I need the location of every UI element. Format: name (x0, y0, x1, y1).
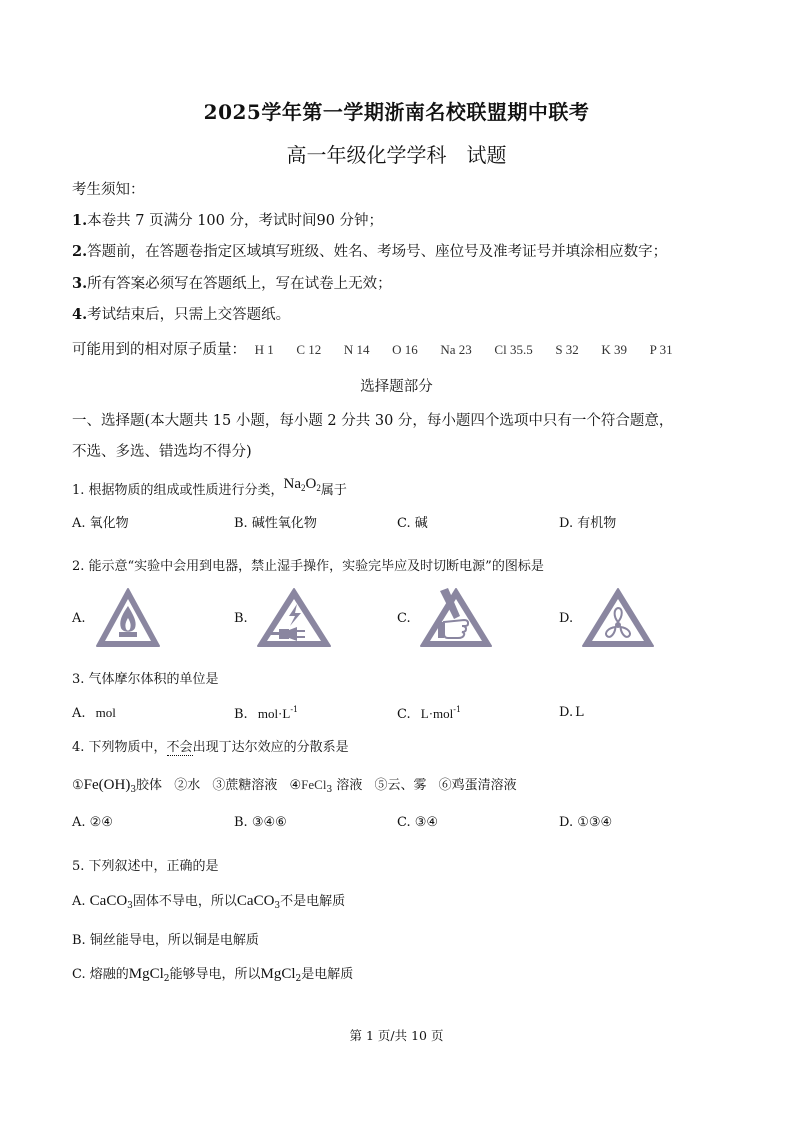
atomic-mass-c: C 12 (296, 342, 322, 357)
q4-item-4-mark: ④ (289, 778, 302, 793)
page-indicator: 第 1 页/共 10 页 (349, 1028, 444, 1043)
q4-item-2: ②水 (174, 778, 201, 793)
q5-option-c-label: C. 熔融的 (72, 967, 129, 982)
q3-option-b-sup: -1 (290, 705, 299, 714)
atomic-mass-o: O 16 (392, 342, 418, 357)
q4-stem-emphasis: 不会 (166, 740, 193, 755)
q3-option-b-unit: mol·L (257, 706, 291, 721)
q5-option-a-sub2: 3 (274, 901, 281, 911)
section-title: 选择题部分 (360, 379, 433, 395)
q4-option-b: B. ③④⑥ (234, 815, 287, 830)
q4-item-1-mark: ① (72, 778, 84, 793)
q4-item-4-sub: 3 (326, 785, 333, 795)
q5-option-c-sub2: 2 (295, 974, 302, 984)
q4-item-5: ⑤云、雾 (374, 778, 427, 793)
q5-option-c-mid: 能够导电，所以 (169, 967, 261, 982)
section-instruction-line1: 一、选择题(本大题共 15 小题，每小题 2 分共 30 分，每小题四个选项中只有一个符合题意， (72, 413, 674, 429)
notice-heading: 考生须知： (72, 182, 145, 198)
q5-option-c (72, 963, 353, 984)
atomic-mass-h: H 1 (254, 342, 274, 357)
atomic-mass-s: S 32 (555, 342, 579, 357)
q4-item-6: ⑥鸡蛋清溶液 (438, 778, 517, 793)
q4-items-line (72, 774, 517, 795)
q3-option-d-label: D. (559, 705, 574, 720)
notice-item-2-text: 答题前，在答题卷指定区域填写班级、姓名、考场号、座位号及准考证号并填涂相应数字； (87, 244, 668, 260)
q4-item-4-text: 溶液 (336, 778, 363, 793)
q4-item-1-formula: Fe(OH) (83, 777, 131, 793)
q4-stem-after: 出现丁达尔效应的分散系是 (192, 740, 349, 755)
question-3-stem: 3. 气体摩尔体积的单位是 (72, 672, 219, 687)
q2-option-d-label: D. (559, 611, 574, 626)
q5-option-c-sub1: 2 (163, 974, 170, 984)
q1-formula-sub2: 2 (316, 483, 321, 493)
q5-option-c-formula1: MgCl (128, 966, 164, 982)
atomic-mass-k: K 39 (601, 342, 628, 357)
notice-item-2 (72, 240, 667, 261)
q3-option-c-sup: -1 (453, 705, 462, 714)
q4-option-d: D. ①③④ (559, 815, 613, 830)
q3-option-d (559, 705, 584, 720)
q4-item-1-sub: 3 (130, 785, 137, 795)
q2-option-c-label: C. (397, 611, 411, 626)
q3-option-a-label: A. (72, 706, 86, 721)
q5-option-a-end: 不是电解质 (280, 894, 346, 909)
q2-option-a-label: A. (72, 611, 86, 626)
q4-option-c: C. ③④ (397, 815, 439, 830)
q5-option-a-sub1: 3 (127, 901, 133, 911)
q3-option-a-unit: mol (95, 705, 116, 720)
q5-option-a-mid: 固体不导电，所以 (132, 894, 237, 909)
q5-option-a-label: A. (72, 894, 90, 909)
q1-option-d: D. 有机物 (559, 516, 617, 531)
atomic-mass-n: N 14 (343, 342, 370, 357)
question-2-stem: 2. 能示意“实验中会用到电器，禁止湿手操作，实验完毕应及时切断电源”的图标是 (72, 559, 544, 574)
q5-option-c-formula2: MgCl (260, 966, 296, 982)
notice-item-2-num: 2. (72, 243, 88, 260)
flame-icon (94, 586, 162, 650)
section-instruction-line2: 不选、多选、错选均不得分) (72, 444, 252, 460)
question-5-stem: 5. 下列叙述中，正确的是 (72, 859, 219, 874)
q1-stem-before: 1. 根据物质的组成或性质进行分类， (72, 483, 284, 498)
hand-icon (418, 586, 494, 650)
atomic-mass-line (72, 338, 673, 359)
q3-option-d-unit: L (575, 705, 584, 720)
q5-option-a (72, 890, 345, 911)
q2-option-b-label: B. (234, 611, 248, 626)
q1-formula (284, 476, 321, 492)
notice-item-1-text: 本卷共 7 页满分 100 分，考试时间90 分钟； (87, 213, 384, 229)
notice-item-1-num: 1. (72, 212, 88, 229)
q5-option-c-end: 是电解质 (301, 967, 354, 982)
notice-item-4-text: 考试结束后，只需上交答题纸。 (87, 307, 291, 323)
q3-option-c-unit: L·mol (420, 706, 454, 721)
q4-item-1-text: 胶体 (136, 778, 163, 793)
q1-formula-na: Na (283, 476, 302, 492)
q1-formula-sub1: 2 (301, 483, 306, 493)
question-1-stem (72, 476, 347, 499)
notice-item-1 (72, 209, 383, 230)
q4-item-3: ③蔗糖溶液 (212, 778, 278, 793)
atomic-mass-label: 可能用到的相对原子质量： (72, 342, 246, 358)
atomic-mass-p: P 31 (649, 342, 673, 357)
q4-stem-before: 4. 下列物质中， (72, 740, 167, 755)
fan-icon (580, 586, 656, 650)
q4-option-a: A. ②④ (72, 815, 113, 830)
atomic-mass-cl: Cl 35.5 (494, 342, 533, 357)
q3-option-a (72, 705, 116, 721)
q1-formula-o: O (305, 476, 317, 492)
q1-option-b: B. 碱性氧化物 (234, 516, 317, 531)
exam-subtitle: 高一年级化学学科 试题 (286, 143, 507, 167)
q1-stem-after: 属于 (320, 483, 347, 498)
notice-item-3 (72, 272, 392, 293)
q1-option-c: C. 碱 (397, 516, 428, 531)
notice-item-4 (72, 303, 290, 324)
notice-item-3-text: 所有答案必须写在答题纸上，写在试卷上无效； (87, 276, 392, 292)
exam-title: 2025学年第一学期浙南名校联盟期中联考 (203, 100, 590, 124)
q5-option-a-formula2: CaCO (236, 893, 275, 909)
notice-item-3-num: 3. (72, 275, 88, 292)
q1-option-a: A. 氧化物 (72, 516, 129, 531)
q5-option-a-formula1: CaCO (89, 893, 128, 909)
q3-option-c (397, 705, 461, 722)
q3-option-b (234, 705, 298, 722)
q3-option-b-label: B. (234, 707, 248, 722)
q5-option-b: B. 铜丝能导电，所以铜是电解质 (72, 933, 259, 948)
atomic-mass-na: Na 23 (440, 342, 472, 357)
q3-option-c-label: C. (397, 707, 411, 722)
notice-item-4-num: 4. (72, 306, 88, 323)
question-4-stem (72, 736, 349, 755)
electric-plug-icon (255, 586, 333, 650)
q4-item-4-formula: FeCl (301, 777, 327, 792)
